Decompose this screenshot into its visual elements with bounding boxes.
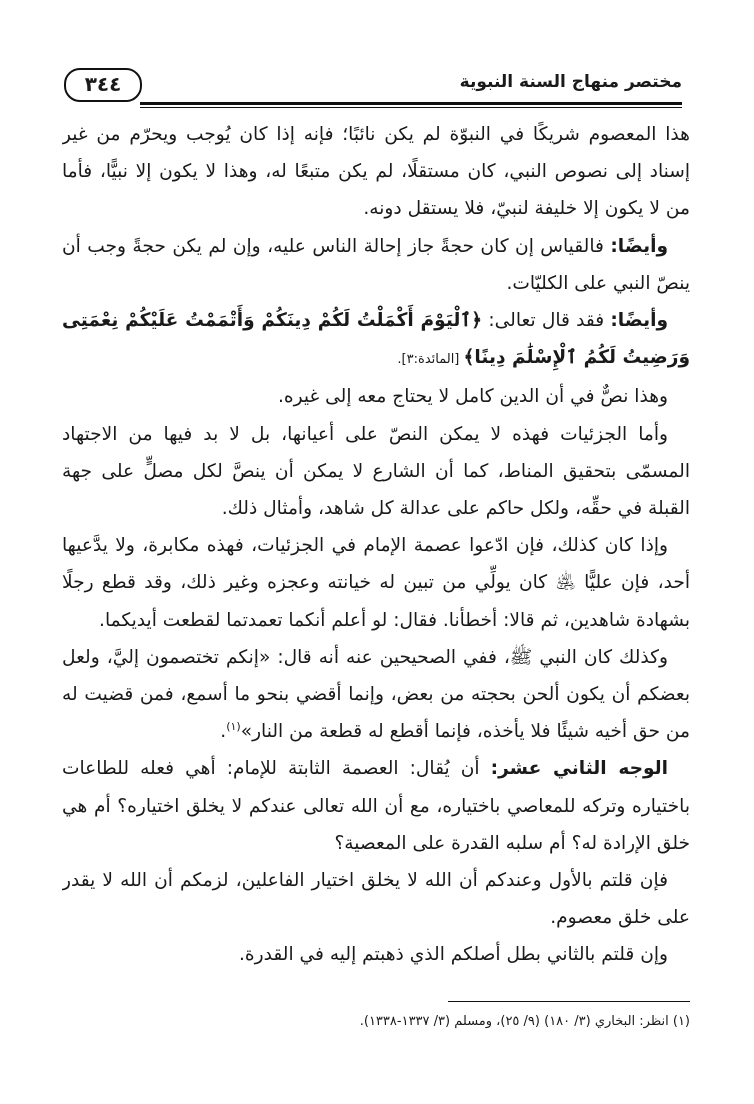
header-rule-thin [140, 107, 682, 108]
verse-reference: [المائدة:٣]. [397, 352, 464, 368]
paragraph-8-lead: الوجه الثاني عشر: [490, 758, 669, 780]
paragraph-3-lead: وأيضًا: [610, 310, 668, 332]
body-text [62, 116, 690, 996]
paragraph-7-end: . [220, 721, 227, 743]
paragraph-1: هذا المعصوم شريكًا في النبوّة لم يكن نائبًا؛ فإنه إذا كان يُوجب ويحرّم من غير إسناد إلى نصوص النبي، كان مستقلًا، لم يكن متبعًا له، وهذا لا يكون إلا نبيًّا، فأما من لا يكون إلا خليفة لنبيّ، فلا يستقل دونه. [62, 124, 690, 220]
running-title: مختصر منهاج السنة النبوية [459, 72, 682, 92]
paragraph-3 [62, 302, 690, 378]
quran-verse: ﴿ٱلْيَوْمَ أَكْمَلْتُ لَكُمْ دِينَكُمْ وَأَتْمَمْتُ عَلَيْكُمْ نِعْمَتِى وَرَضِيتُ لَكُمُ ٱلْإِسْلَٰمَ دِينًا﴾ [62, 310, 690, 369]
paragraph-6: وإذا كان كذلك، فإن ادّعوا عصمة الإمام في الجزئيات، فهذه مكابرة، ولا يدَّعيها أحد، فإن عليًّا ﵁ كان يولِّي من تبين له خيانته وعجزه وغير ذلك، وقد قطع رجلًا بشهادة شاهدين، ثم قالا: أخطأنا. فقال: لو أعلم أنكما تعمدتما لقطعت أيديكما. [62, 535, 690, 631]
paragraph-3-intro: فقد قال تعالى: [482, 310, 611, 332]
page-number: ٣٤٤ [64, 68, 142, 102]
footnote: (١) انظر: البخاري (٣/ ١٨٠) (٩/ ٢٥)، ومسلم (٣/ ١٣٣٧-١٣٣٨). [359, 1014, 690, 1029]
paragraph-7-text: وكذلك كان النبي ﷺ، ففي الصحيحين عنه أنه قال: «إنكم تختصمون إليَّ، ولعل بعضكم أن يكون ألحن بحجته من بعض، وإنما أقضي بنحو ما أسمع، فمن قضيت له من حق أخيه شيئًا فلا يأخذه، فإنما أقطع له قطعة من النار» [62, 646, 690, 743]
paragraph-9: فإن قلتم بالأول وعندكم أن الله لا يخلق اختيار الفاعلين، لزمكم أن الله لا يقدر على خلق معصوم. [62, 870, 690, 929]
footnote-marker: (١) [226, 720, 241, 734]
page-header [64, 66, 682, 106]
paragraph-10: وإن قلتم بالثاني بطل أصلكم الذي ذهبتم إليه في القدرة. [239, 944, 668, 966]
paragraph-2-lead: وأيضًا: [610, 235, 668, 257]
footnote-rule [448, 1001, 690, 1002]
paragraph-2-text: فالقياس إن كان حجةً جاز إحالة الناس عليه، وإن لم يكن حجةً وجب أن ينصّ النبي على الكليّات. [62, 235, 690, 294]
paragraph-4: وهذا نصٌّ في أن الدين كامل لا يحتاج معه إلى غيره. [278, 386, 668, 408]
header-rule [140, 102, 682, 105]
paragraph-8-text: أن يُقال: العصمة الثابتة للإمام: أهي فعله للطاعات باختياره وتركه للمعاصي باختياره، مع أن الله تعالى عندكم لا يخلق اختياره؟ أم هي خلق الإرادة له؟ أم سلبه القدرة على المعصية؟ [62, 758, 690, 854]
paragraph-5: وأما الجزئيات فهذه لا يمكن النصّ على أعيانها، بل لا بد فيها من الاجتهاد المسمّى بتحقيق المناط، كما أن الشارع لا يمكن أن ينصَّ لكل مصلٍّ على جهة القبلة في حقِّه، ولكل حاكم على عدالة كل شاهد، وأمثال ذلك. [62, 423, 690, 520]
paragraph-2 [62, 228, 690, 302]
paragraph-7 [62, 639, 690, 751]
paragraph-8 [62, 750, 690, 862]
